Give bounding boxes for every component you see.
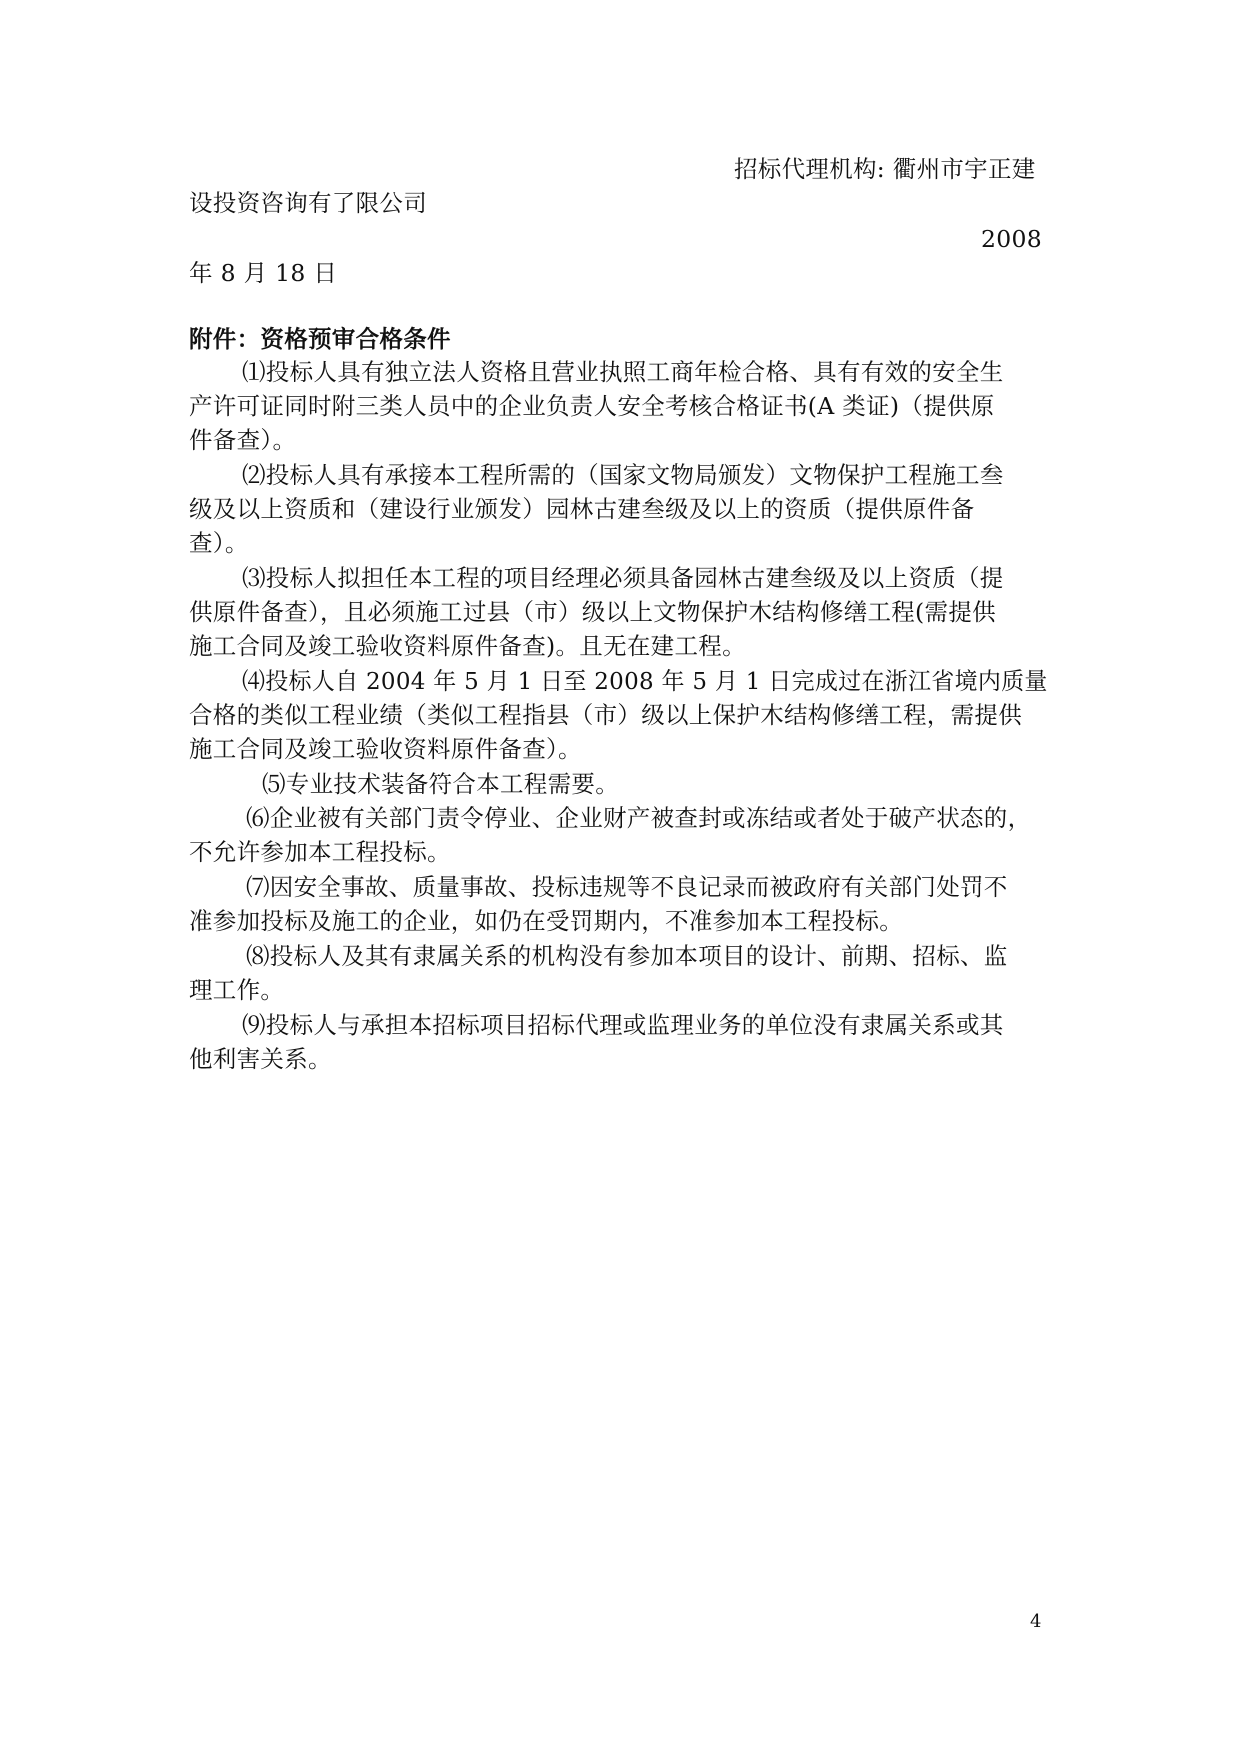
condition-3-line-3: 施工合同及竣工验收资料原件备查)。且无在建工程。	[189, 632, 746, 660]
page-number: 4	[1030, 1611, 1042, 1632]
condition-1-line-3: 件备查）。	[189, 426, 297, 454]
condition-8-line-2: 理工作。	[189, 976, 285, 1004]
condition-1-line-2: 产许可证同时附三类人员中的企业负责人安全考核合格证书(A 类证)（提供原	[189, 392, 995, 420]
condition-2-line-1: ⑵投标人具有承接本工程所需的（国家文物局颁发）文物保护工程施工叁	[242, 461, 1004, 489]
condition-2-line-3: 查）。	[189, 529, 249, 557]
condition-5-line-1: ⑸专业技术装备符合本工程需要。	[262, 770, 619, 798]
condition-4-line-1: ⑷投标人自 2004 年 5 月 1 日至 2008 年 5 月 1 日完成过在浙江省境内质量	[242, 667, 1048, 695]
attachment-heading: 附件：资格预审合格条件	[189, 325, 451, 353]
condition-2-line-2: 级及以上资质和（建设行业颁发）园林古建叁级及以上的资质（提供原件备	[189, 495, 975, 523]
condition-4-line-2: 合格的类似工程业绩（类似工程指县（市）级以上保护木结构修缮工程，需提供	[189, 701, 1022, 729]
condition-9-line-1: ⑼投标人与承担本招标项目招标代理或监理业务的单位没有隶属关系或其	[242, 1011, 1004, 1039]
date-rest: 年 8 月 18 日	[189, 259, 338, 287]
condition-4-line-3: 施工合同及竣工验收资料原件备查）。	[189, 735, 582, 763]
condition-6-line-2: 不允许参加本工程投标。	[189, 838, 451, 866]
condition-7-line-2: 准参加投标及施工的企业，如仍在受罚期内，不准参加本工程投标。	[189, 907, 903, 935]
condition-8-line-1: ⑻投标人及其有隶属关系的机构没有参加本项目的设计、前期、招标、监	[246, 942, 1008, 970]
condition-3-line-1: ⑶投标人拟担任本工程的项目经理必须具备园林古建叁级及以上资质（提	[242, 564, 1004, 592]
agency-line-1: 招标代理机构: 衢州市宇正建	[734, 155, 1036, 183]
condition-1-line-1: ⑴投标人具有独立法人资格且营业执照工商年检合格、具有有效的安全生	[242, 358, 1004, 386]
condition-7-line-1: ⑺因安全事故、质量事故、投标违规等不良记录而被政府有关部门处罚不	[246, 873, 1008, 901]
date-year: 2008	[980, 225, 1042, 253]
agency-line-2: 设投资咨询有了限公司	[189, 189, 427, 217]
condition-6-line-1: ⑹企业被有关部门责令停业、企业财产被查封或冻结或者处于破产状态的，	[246, 804, 1032, 832]
condition-9-line-2: 他利害关系。	[189, 1045, 332, 1073]
condition-3-line-2: 供原件备查），且必须施工过县（市）级以上文物保护木结构修缮工程(需提供	[189, 598, 996, 626]
